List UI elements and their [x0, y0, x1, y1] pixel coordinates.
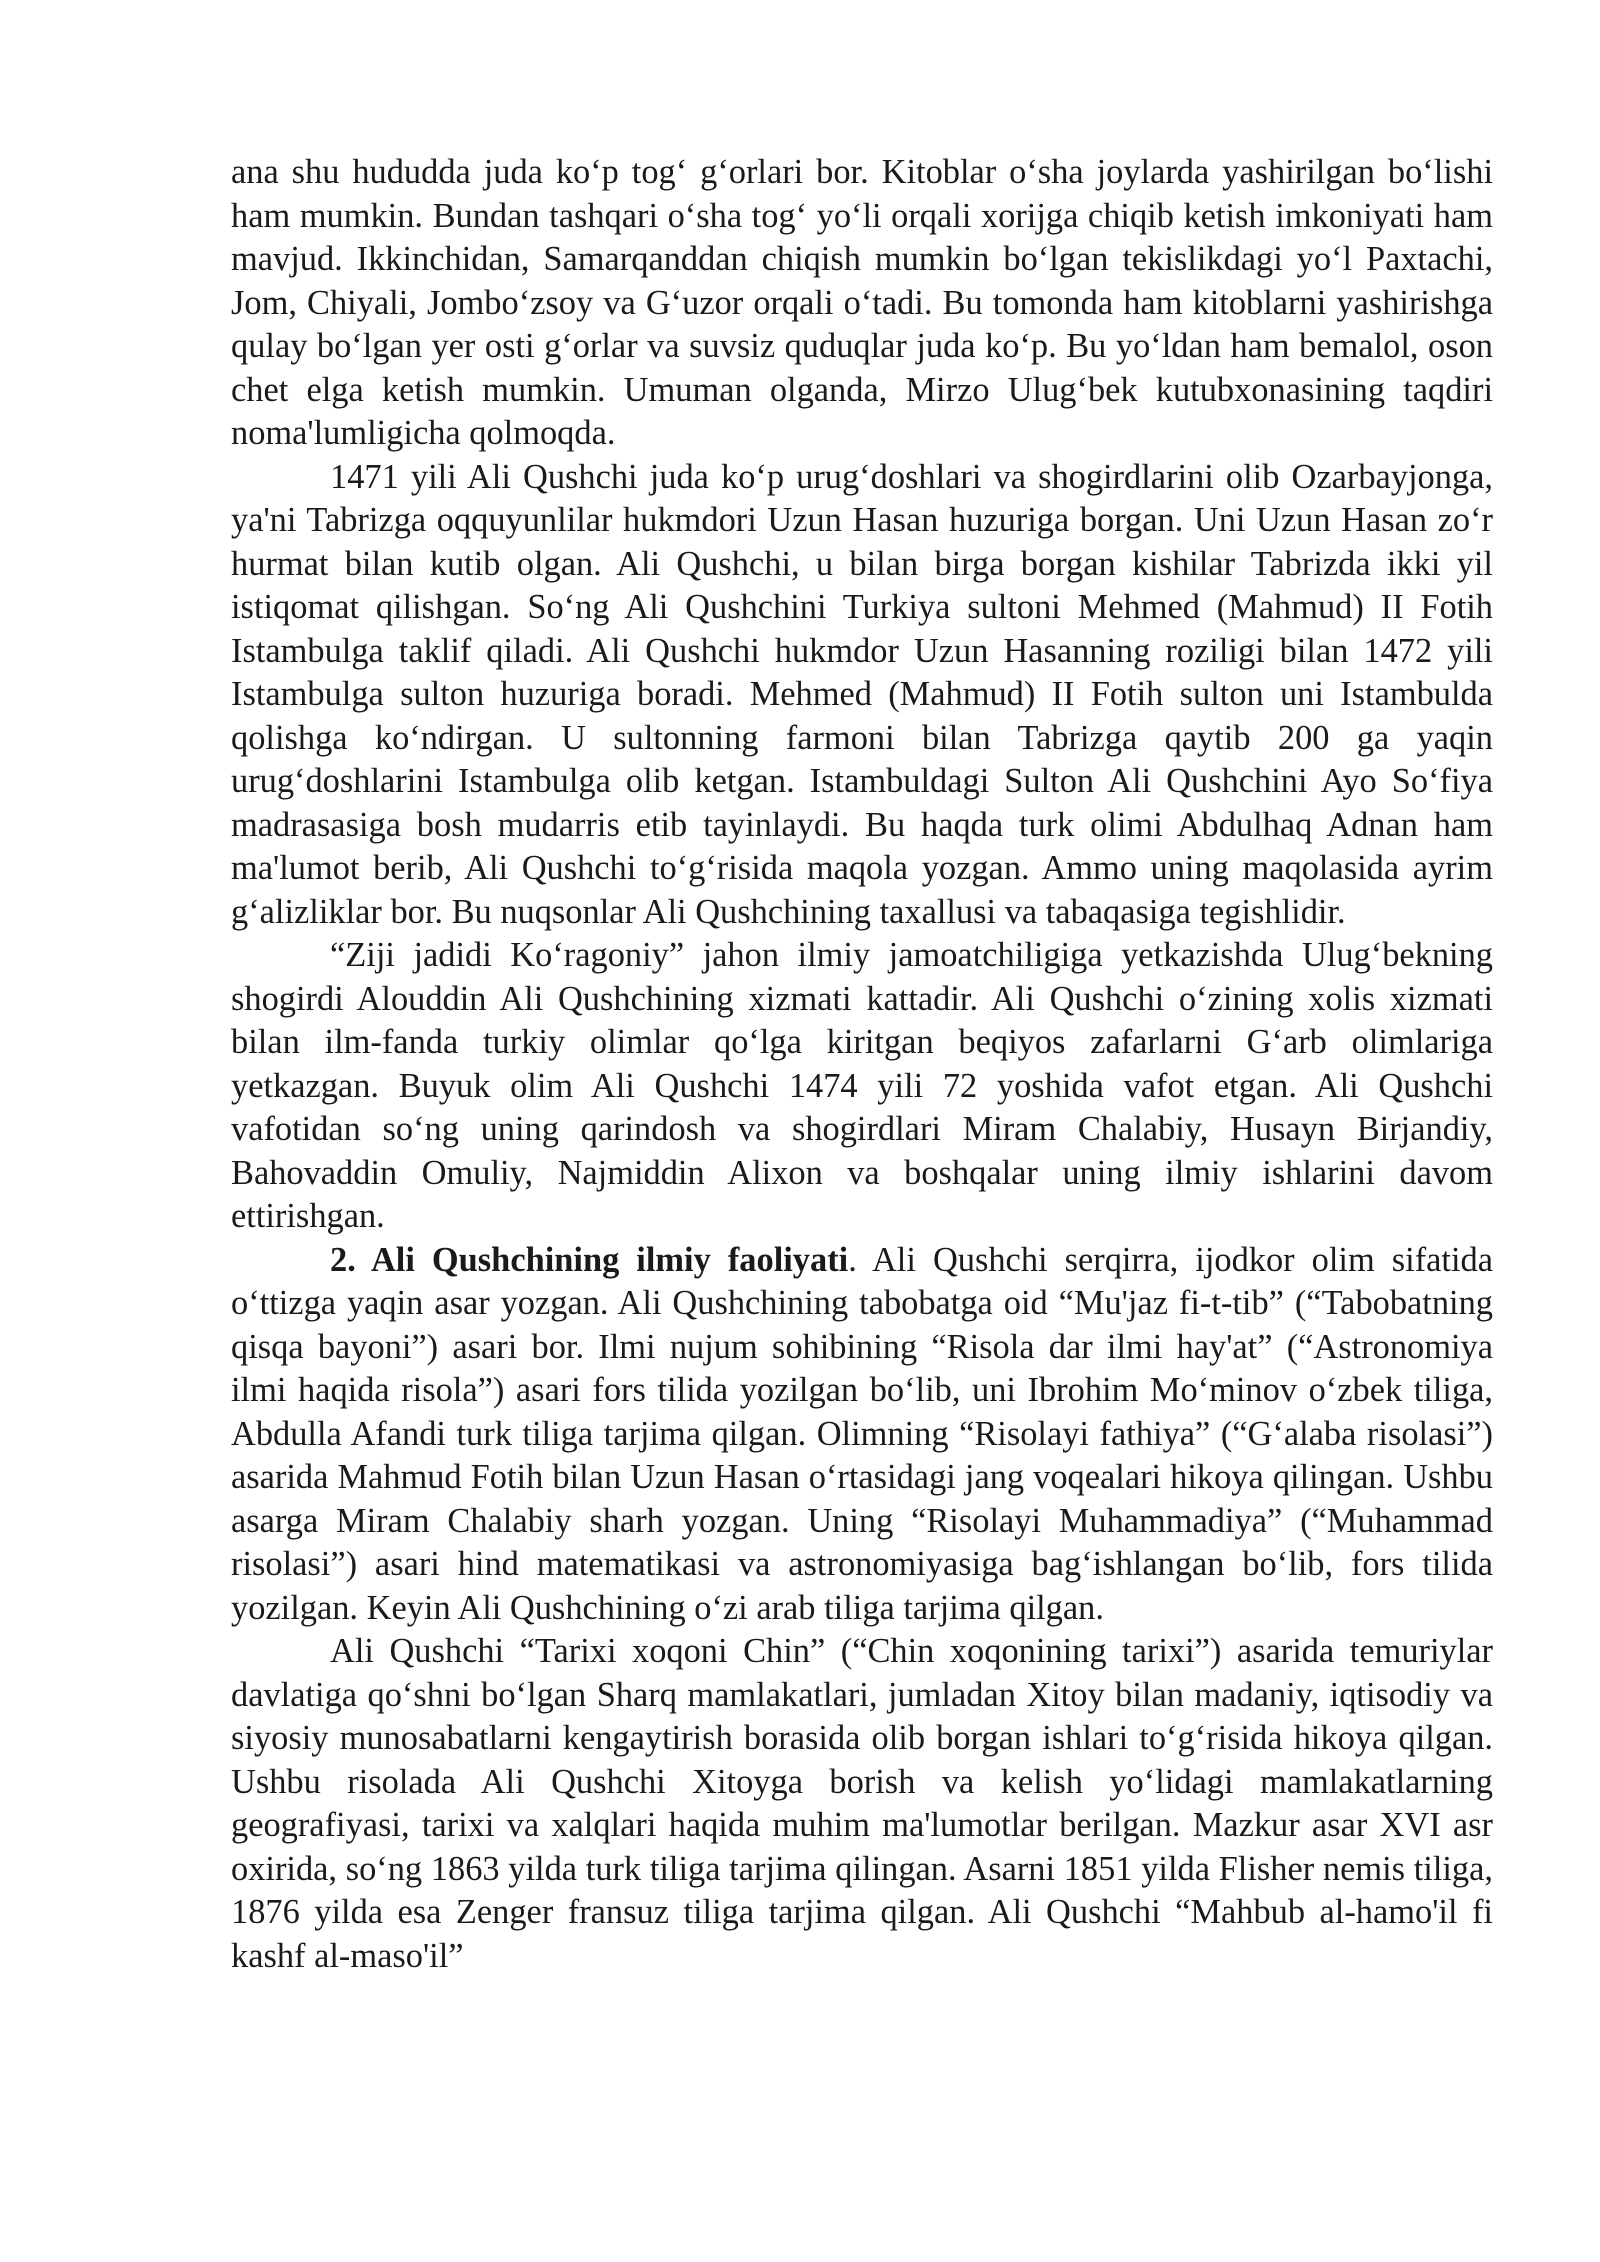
document-page	[231, 151, 1493, 1978]
paragraph-tarixi-xoqoni-chin: Ali Qushchi “Tarixi xoqoni Chin” (“Chin xoqonining tarixi”) asarida temuriylar davlatiga qo‘shni bo‘lgan Sharq mamlakatlari, jumladan Xitoy bilan madaniy, iqtisodiy va siyosiy munosabatlarni kengaytirish borasida olib borgan ishlari to‘g‘risida hikoya qilgan. Ushbu risolada Ali Qushchi Xitoyga borish va kelish yo‘lidagi mamlakatlarning geografiyasi, tarixi va xalqlari haqida muhim ma'lumotlar berilgan. Mazkur asar XVI asr oxirida, so‘ng 1863 yilda turk tiliga tarjima qilingan. Asarni 1851 yilda Flisher nemis tiliga, 1876 yilda esa Zenger fransuz tiliga tarjima qilgan. Ali Qushchi “Mahbub al-hamo'il fi kashf al-maso'il”	[231, 1632, 1493, 1975]
paragraph-body: . Ali Qushchi serqirra, ijodkor olim sifatida o‘ttizga yaqin asar yozgan. Ali Qushchining tabobatga oid “Mu'jaz fi-t-tib” (“Tabobatning qisqa bayoni”) asari bor. Ilmi nujum sohibining “Risola dar ilmi hay'at” (“Astronomiya ilmi haqida risola”) asari fors tilida yozilgan bo‘lib, uni Ibrohim Mo‘minov o‘zbek tiliga, Abdulla Afandi turk tiliga tarjima qilgan. Olimning “Risolayi fathiya” (“G‘alaba risolasi”) asarida Mahmud Fotih bilan Uzun Hasan o‘rtasidagi jang voqealari hikoya qilingan. Ushbu asarga Miram Chalabiy sharh yozgan. Uning “Risolayi Muhammadiya” (“Muhammad risolasi”) asari hind matematikasi va astronomiyasiga bag‘ishlangan bo‘lib, fors tilida yozilgan. Keyin Ali Qushchining o‘zi arab tiliga tarjima qilgan.	[231, 1240, 1493, 1627]
paragraph-ziji-jadidi: “Ziji jadidi Ko‘ragoniy” jahon ilmiy jamoatchiligiga yetkazishda Ulug‘bekning shogirdi Alouddin Ali Qushchining xizmati kattadir. Ali Qushchi o‘zining xolis xizmati bilan ilm-fanda turkiy olimlar qo‘lga kiritgan beqiyos zafarlarni G‘arb olimlariga yetkazgan. Buyuk olim Ali Qushchi 1474 yili 72 yoshida vafot etgan. Ali Qushchi vafotidan so‘ng uning qarindosh va shogirdlari Miram Chalabiy, Husayn Birjandiy, Bahovaddin Omuliy, Najmiddin Alixon va boshqalar uning ilmiy ishlarini davom ettirishgan.	[231, 936, 1493, 1235]
paragraph-tabriz-istambul: 1471 yili Ali Qushchi juda ko‘p urug‘doshlari va shogirdlarini olib Ozarbayjonga, ya'ni Tabrizga oqquyunlilar hukmdori Uzun Hasan huzuriga borgan. Uni Uzun Hasan zo‘r hurmat bilan kutib olgan. Ali Qushchi, u bilan birga borgan kishilar Tabrizda ikki yil istiqomat qilishgan. So‘ng Ali Qushchini Turkiya sultoni Mehmed (Mahmud) II Fotih Istambulga taklif qiladi. Ali Qushchi hukmdor Uzun Hasanning roziligi bilan 1472 yili Istambulga sulton huzuriga boradi. Mehmed (Mahmud) II Fotih sulton uni Istambulda qolishga ko‘ndirgan. U sultonning farmoni bilan Tabrizga qaytib 200 ga yaqin urug‘doshlarini Istambulga olib ketgan. Istambuldagi Sulton Ali Qushchini Ayo So‘fiya madrasasiga bosh mudarris etib tayinlaydi. Bu haqda turk olimi Abdulhaq Adnan ham ma'lumot berib, Ali Qushchi to‘g‘risida maqola yozgan. Ammo uning maqolasida ayrim g‘alizliklar bor. Bu nuqsonlar Ali Qushchining taxallusi va tabaqasiga tegishlidir.	[231, 457, 1493, 931]
paragraph-kutubxona: ana shu hududda juda ko‘p tog‘ g‘orlari bor. Kitoblar o‘sha joylarda yashirilgan bo‘lishi ham mumkin. Bundan tashqari o‘sha tog‘ yo‘li orqali xorijga chiqib ketish imkoniyati ham mavjud. Ikkinchidan, Samarqanddan chiqish mumkin bo‘lgan tekislikdagi yo‘l Paxtachi, Jom, Chiyali, Jombo‘zsoy va G‘uzor orqali o‘tadi. Bu tomonda ham kitoblarni yashirishga qulay bo‘lgan yer osti g‘orlar va suvsiz quduqlar juda ko‘p. Bu yo‘ldan ham bemalol, oson chet elga ketish mumkin. Umuman olganda, Mirzo Ulug‘bek kutubxonasining taqdiri noma'lumligicha qolmoqda.	[231, 153, 1493, 452]
section-heading: 2. Ali Qushchining ilmiy faoliyati	[330, 1240, 849, 1279]
paragraph-ilmiy-faoliyat	[231, 1239, 1493, 1631]
